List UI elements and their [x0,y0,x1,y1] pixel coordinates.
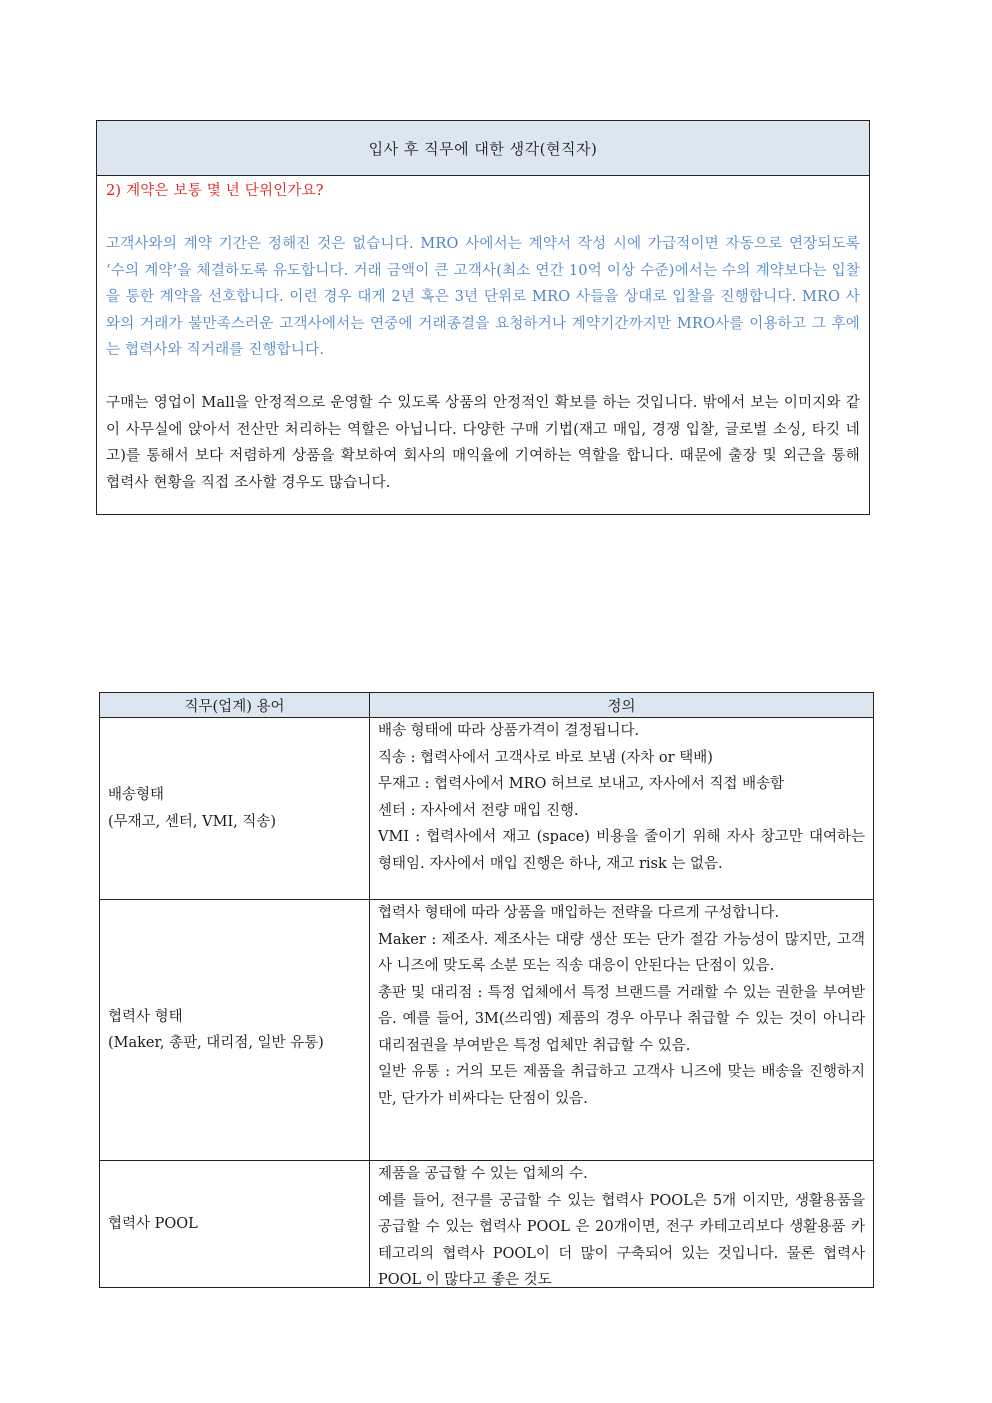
definition-cell [370,718,874,900]
answer-paragraph-contract: 고객사와의 계약 기간은 정해진 것은 없습니다. MRO 사에서는 계약서 작성 시에 가급적이면 자동으로 연장되도록 ‘수의 계약’을 체결하도록 유도합니다. 거래 금액이 큰 고객사(최소 연간 10억 이상 수준)에서는 수의 계약보다는 입찰을 통한 계약을 선호합니다. 이런 경우 대게 2년 혹은 3년 단위로 MRO 사들을 상대로 입찰을 진행합니다. MRO 사와의 거래가 불만족스러운 고객사에서는 연중에 거래종결을 요청하거나 계약기간까지만 MRO사를 이용하고 그 후에는 협력사와 직거래를 진행합니다. [106,236,860,358]
interview-box-header: 입사 후 직무에 대한 생각(현직자) [97,121,869,176]
term-name: 협력사 POOL [108,1215,198,1232]
definition-cell [370,1161,874,1288]
term-name: 협력사 형태 [108,1008,183,1025]
definition-text: 제품을 공급할 수 있는 업체의 수. 예를 들어, 전구를 공급할 수 있는 협력사 POOL은 5개 이지만, 생활용품을 공급할 수 있는 협력사 POOL 은 20개이면, 전구 카테고리보다 생활용품 카테고리의 협력사 POOL이 더 많이 구축되어 있는 것입니다. 물론 협력사 POOL 이 많다고 좋은 것도 [378,1166,865,1286]
term-cell [100,900,370,1161]
term-name: 배송형태 [108,787,165,803]
question-text: 2) 계약은 보통 몇 년 단위인가요? [106,183,324,199]
interview-box [96,120,870,515]
term-detail: (무재고, 센터, VMI, 직송) [108,813,277,830]
table-row [100,900,874,1161]
definition-text: 협력사 형태에 따라 상품을 매입하는 전략을 다르게 구성합니다. Maker : 제조사. 제조사는 대량 생산 또는 단가 절감 가능성이 많지만, 고객사 니즈에 맞도록 소분 또는 직송 대응이 안된다는 단점이 있음. 총판 및 대리점 : 특정 업체에서 특정 브랜드를 거래할 수 있는 권한을 부여받음. 예를 들어, 3M(쓰리엠) 제품의 경우 아무나 취급할 수 있는 것이 아니라 대리점권을 부여받은 특정 업체만 취급할 수 있음. 일반 유통 : 거의 모든 제품을 취급하고 고객사 니즈에 맞는 배송을 진행하지만, 단가가 비싸다는 단점이 있음. [378,905,865,1107]
table-row [100,718,874,900]
table-row [100,1161,874,1288]
column-header-definition: 정의 [370,693,874,718]
term-cell [100,1161,370,1288]
term-detail: (Maker, 총판, 대리점, 일반 유통) [108,1035,324,1051]
terms-table [99,692,874,1288]
spacer [106,205,860,232]
column-header-term: 직무(업계) 용어 [100,693,370,718]
term-cell [100,718,370,900]
answer-paragraph-purchasing: 구매는 영업이 Mall을 안정적으로 운영할 수 있도록 상품의 안정적인 확보를 하는 것입니다. 밖에서 보는 이미지와 같이 사무실에 앉아서 전산만 처리하는 역할은 아닙니다. 다양한 구매 기법(재고 매입, 경쟁 입찰, 글로벌 소싱, 타깃 네고)를 통해서 보다 저렴하게 상품을 확보하여 회사의 매익율에 기여하는 역할을 합니다. 때문에 출장 및 외근을 통해 협력사 현황을 직접 조사할 경우도 많습니다. [106,395,860,491]
interview-box-body [97,176,869,496]
spacer [106,364,860,391]
definition-cell [370,900,874,1161]
terms-table-header-row [100,693,874,718]
definition-text: 배송 형태에 따라 상품가격이 결정됩니다. 직송 : 협력사에서 고객사로 바로 보냄 (자차 or 택배) 무재고 : 협력사에서 MRO 허브로 보내고, 자사에서 직접 배송함 센터 : 자사에서 전량 매입 진행. VMI : 협력사에서 재고 (space) 비용을 줄이기 위해 자사 창고만 대여하는 형태임. 자사에서 매입 진행은 하나, 재고 risk 는 없음. [378,723,865,872]
